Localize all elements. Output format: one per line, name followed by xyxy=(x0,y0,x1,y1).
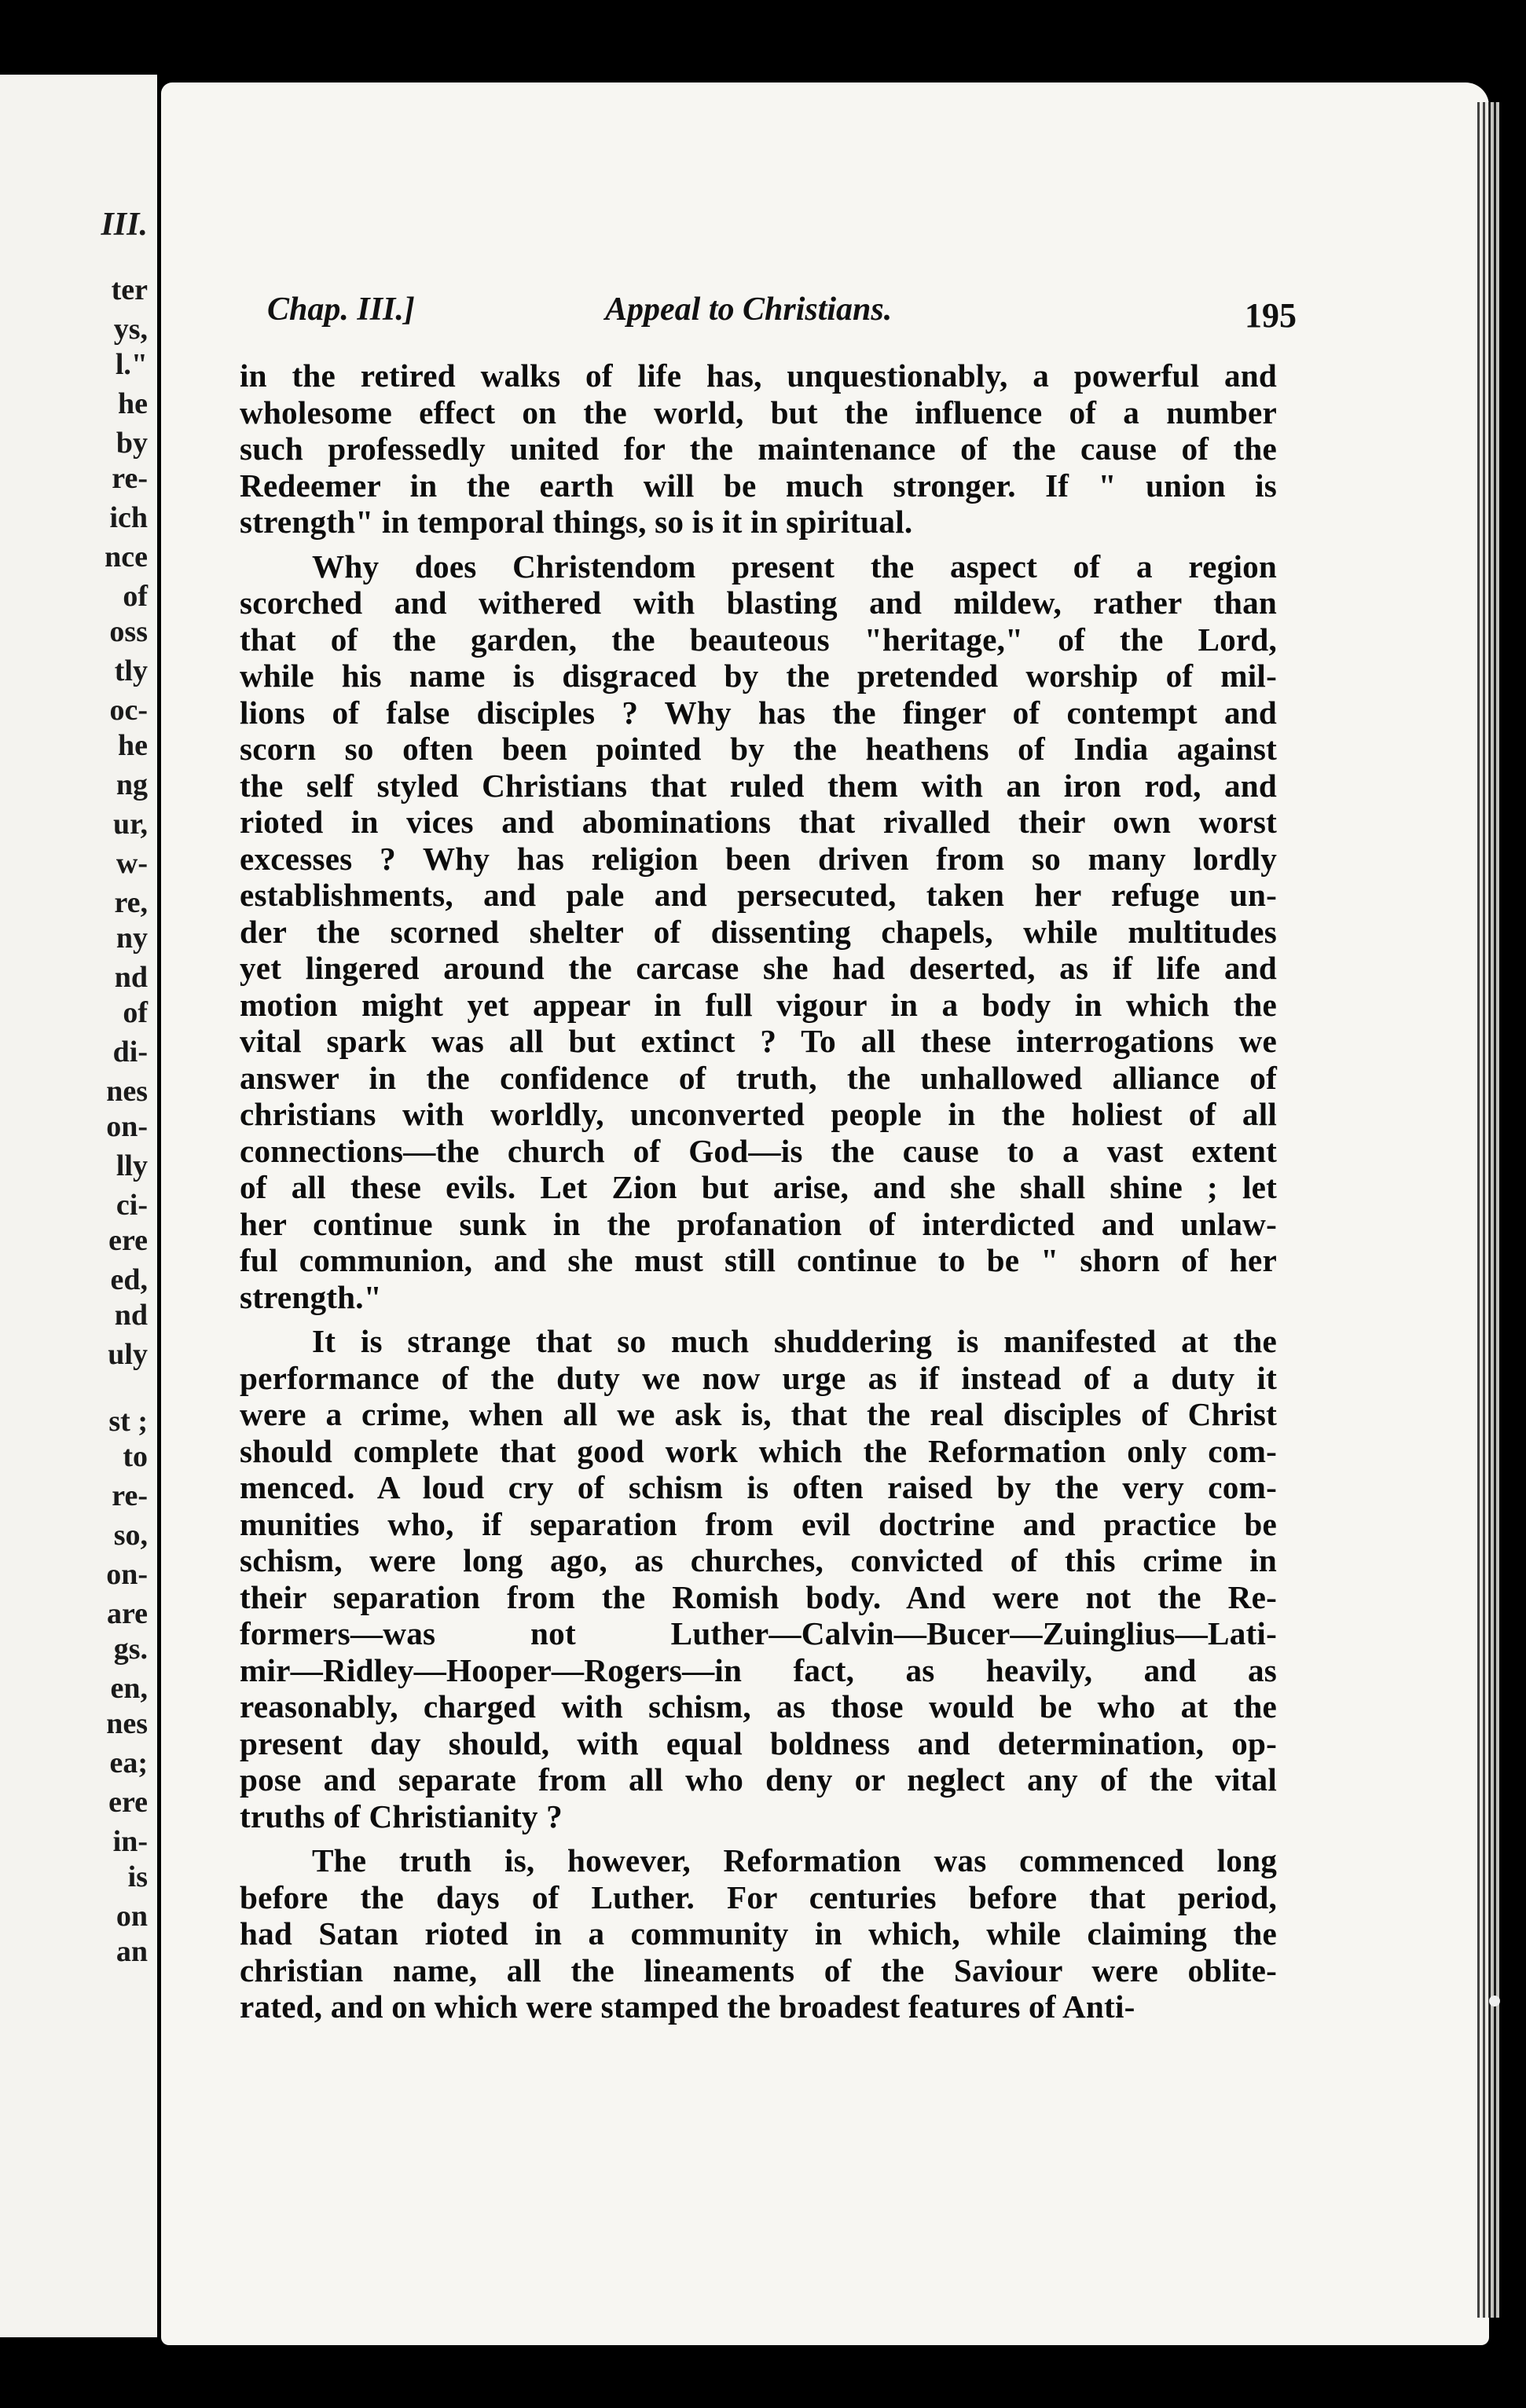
facing-page-text-fragment: en, xyxy=(110,1672,148,1705)
text-line: of all these evils. Let Zion but arise, and she shall shine ; let xyxy=(240,1169,1277,1205)
paragraph xyxy=(240,1842,1277,2025)
facing-page-text-fragment: ich xyxy=(109,501,148,534)
facing-page-text-fragment: re- xyxy=(112,462,148,495)
text-line: The truth is, however, Reformation was commenced long xyxy=(312,1842,1277,1878)
text-line: their separation from the Romish body. And were not the Re- xyxy=(240,1578,1277,1615)
facing-page-text-fragment: an xyxy=(116,1935,148,1968)
facing-page-text-fragment: are xyxy=(106,1597,148,1630)
text-line: her continue sunk in the profanation of interdicted and unlaw- xyxy=(240,1205,1277,1242)
facing-page-text-fragment: is xyxy=(127,1860,148,1893)
facing-page-text-fragment: on xyxy=(116,1900,148,1933)
facing-page-text-fragment: he xyxy=(118,729,148,762)
facing-page-text-fragment: st ; xyxy=(108,1405,148,1438)
text-line: answer in the confidence of truth, the unhallowed alliance of xyxy=(240,1059,1277,1096)
text-line: schism, were long ago, as churches, convicted of this crime in xyxy=(240,1542,1277,1578)
text-line: while his name is disgraced by the pretended worship of mil- xyxy=(240,658,1277,694)
facing-page-text-fragment: re- xyxy=(112,1479,148,1512)
facing-page-text-fragment: oc- xyxy=(109,694,148,727)
text-line: formers—was not Luther—Calvin—Bucer—Zuinglius—Lati- xyxy=(240,1615,1277,1651)
facing-page-text-fragment: ter xyxy=(111,273,148,306)
facing-page-text-fragment: lly xyxy=(116,1149,148,1182)
text-line: strength." xyxy=(240,1278,382,1315)
facing-page-text-fragment: ur, xyxy=(112,808,148,841)
text-line: strength" in temporal things, so is it in spiritual. xyxy=(240,504,913,540)
facing-page-text-fragment: in- xyxy=(112,1825,148,1858)
page-edges xyxy=(1477,102,1499,2318)
facing-page-text-fragment: ci- xyxy=(116,1189,148,1222)
text-line: before the days of Luther. For centuries before that period, xyxy=(240,1878,1277,1915)
facing-page-text-fragment: to xyxy=(123,1440,148,1473)
running-header xyxy=(267,291,1297,338)
text-line: menced. A loud cry of schism is often raised by the very com- xyxy=(240,1469,1277,1505)
facing-page-text-fragment: gs. xyxy=(113,1633,148,1666)
text-line: had Satan rioted in a community in which, while claiming the xyxy=(240,1915,1277,1952)
running-title: Appeal to Christians. xyxy=(605,291,893,328)
facing-page-text-fragment: ed, xyxy=(110,1263,148,1296)
text-line: the self styled Christians that ruled them with an iron rod, and xyxy=(240,767,1277,804)
facing-page-text-fragment: ng xyxy=(116,768,148,801)
facing-page-text-fragment: he xyxy=(118,387,148,420)
text-line: should complete that good work which the Reformation only com- xyxy=(240,1432,1277,1469)
text-line: scorn so often been pointed by the heathens of India against xyxy=(240,731,1277,767)
text-line: christians with worldly, unconverted people in the holiest of all xyxy=(240,1096,1277,1132)
page-number: 195 xyxy=(1245,296,1297,335)
text-line: that of the garden, the beauteous "heritage," of the Lord, xyxy=(240,621,1277,658)
text-line: rioted in vices and abominations that rivalled their own worst xyxy=(240,804,1277,840)
facing-page-text-fragment: on- xyxy=(106,1558,148,1591)
paragraph xyxy=(240,357,1277,541)
text-line: were a crime, when all we ask is, that the real disciples of Christ xyxy=(240,1396,1277,1432)
paragraph xyxy=(240,1323,1277,1834)
facing-page-text-fragment: nd xyxy=(114,1299,148,1332)
facing-page-text-fragment: ere xyxy=(108,1224,148,1257)
facing-page-text-fragment: by xyxy=(116,427,148,460)
facing-page-text-fragment: ny xyxy=(116,922,148,955)
text-line: rated, and on which were stamped the broadest features of Anti- xyxy=(240,1988,1135,2025)
text-line: in the retired walks of life has, unquestionably, a powerful and xyxy=(240,357,1277,394)
facing-page-text-fragment: III. xyxy=(101,207,148,243)
scan-speck xyxy=(1489,1996,1500,2007)
text-line: yet lingered around the carcase she had deserted, as if life and xyxy=(240,950,1277,986)
text-line: motion might yet appear in full vigour in a body in which the xyxy=(240,986,1277,1023)
text-line: munities who, if separation from evil doctrine and practice be xyxy=(240,1505,1277,1542)
facing-page-text-fragment: ea; xyxy=(109,1746,148,1779)
facing-page-text-fragment: nd xyxy=(114,961,148,994)
page-body xyxy=(240,357,1277,2025)
facing-page-sliver xyxy=(0,75,157,2337)
facing-page-text-fragment: of xyxy=(123,996,148,1029)
text-line: Why does Christendom present the aspect of a region xyxy=(312,548,1277,585)
text-line: lions of false disciples ? Why has the finger of contempt and xyxy=(240,694,1277,731)
text-line: reasonably, charged with schism, as those would be who at the xyxy=(240,1688,1277,1724)
text-line: scorched and withered with blasting and mildew, rather than xyxy=(240,585,1277,621)
text-line: vital spark was all but extinct ? To all these interrogations we xyxy=(240,1023,1277,1059)
paragraph xyxy=(240,548,1277,1316)
facing-page-text-fragment: nce xyxy=(105,541,148,574)
facing-page-text-fragment: uly xyxy=(108,1338,148,1371)
facing-page-text-fragment: tly xyxy=(114,654,148,687)
text-line: connections—the church of God—is the cause to a vast extent xyxy=(240,1132,1277,1169)
facing-page-text-fragment: re, xyxy=(114,886,148,919)
text-line: Redeemer in the earth will be much stronger. If " union is xyxy=(240,467,1277,504)
text-line: christian name, all the lineaments of the Saviour were oblite- xyxy=(240,1952,1277,1988)
text-line: der the scorned shelter of dissenting chapels, while multitudes xyxy=(240,913,1277,950)
facing-page-text-fragment: ere xyxy=(108,1786,148,1819)
facing-page-text-fragment: oss xyxy=(109,615,148,648)
text-line: pose and separate from all who deny or neglect any of the vital xyxy=(240,1761,1277,1798)
facing-page-text-fragment: nes xyxy=(106,1075,148,1108)
facing-page-text-fragment: w- xyxy=(116,847,148,880)
text-line: It is strange that so much shuddering is manifested at the xyxy=(312,1323,1277,1359)
facing-page-text-fragment: of xyxy=(123,580,148,613)
text-line: present day should, with equal boldness and determination, op- xyxy=(240,1724,1277,1761)
chapter-label: Chap. III.] xyxy=(267,291,415,328)
facing-page-text-fragment: so, xyxy=(113,1519,148,1552)
text-line: wholesome effect on the world, but the influence of a number xyxy=(240,394,1277,431)
text-line: excesses ? Why has religion been driven from so many lordly xyxy=(240,840,1277,877)
text-line: ful communion, and she must still continue to be " shorn of her xyxy=(240,1242,1277,1278)
text-line: performance of the duty we now urge as if instead of a duty it xyxy=(240,1359,1277,1396)
facing-page-text-fragment: nes xyxy=(106,1707,148,1740)
text-line: mir—Ridley—Hooper—Rogers—in fact, as heavily, and as xyxy=(240,1651,1277,1688)
facing-page-text-fragment: di- xyxy=(112,1035,148,1068)
text-line: such professedly united for the maintenance of the cause of the xyxy=(240,431,1277,467)
text-line: truths of Christianity ? xyxy=(240,1798,563,1834)
text-line: establishments, and pale and persecuted, taken her refuge un- xyxy=(240,877,1277,913)
facing-page-text-fragment: l." xyxy=(115,348,148,381)
facing-page-text-fragment: ys, xyxy=(113,313,148,346)
facing-page-text-fragment: on- xyxy=(106,1110,148,1143)
